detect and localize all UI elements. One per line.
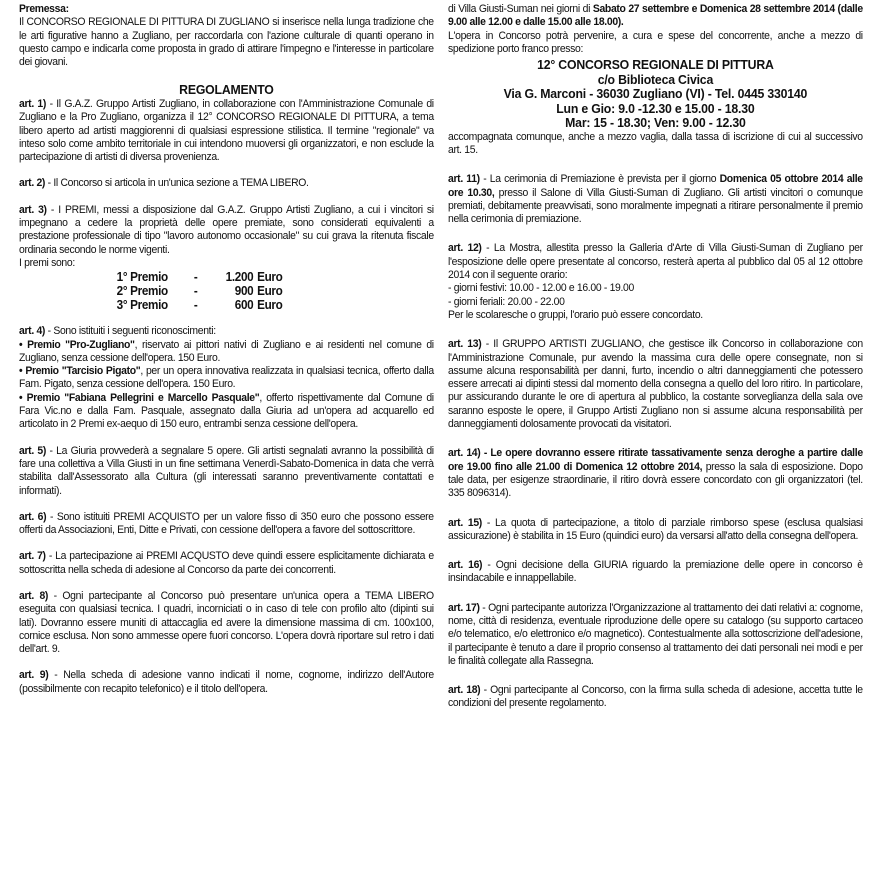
prize-row: 1° Premio - 1.200 Euro [116,270,283,285]
prizes-intro: I premi sono: [19,256,75,269]
article-10-continuation: di Villa Giusti-Suman nei giorni di Sabato 27 settembre e Domenica 28 settembre 2014 (dalle 9.00 alle 12.00 e dalle 15.00 alle 18.00). [448,3,863,29]
hours-weekdays: - giorni feriali: 20.00 - 22.00 [448,295,565,308]
article-15: art. 15) - La quota di partecipazione, a titolo di parziale rimborso spese (esclusa qualsiasi assicurazione) è stabilita in 15 Euro (quindici euro) da versarsi all'atto della consegna dell'opera. [448,516,863,542]
bullet-icon: • [19,391,27,404]
left-column [19,3,434,696]
bullet-icon: • [19,338,28,351]
regolamento-heading: REGOLAMENTO [179,82,274,98]
award-pellegrini-pasquale: • Premio "Fabiana Pellegrini e Marcello Pasquale", offerto rispettivamente dal Comune di Fara Vic.no e dalla Fam. Pasquale, assegnato dalla Giuria ad un'opera ad acquarello ed articolato in 2 Premi ex-aequo di 150 euro, entrambi senza cessione dell'opera. [19,391,434,431]
article-7: art. 7) - La partecipazione ai PREMI ACQUSTO deve quindi essere esplicitamente dichiarata e sottoscritta nella scheda di adesione al Concorso da parte dei concorrenti. [19,550,434,576]
right-column [448,3,863,711]
article-18: art. 18) - Ogni partecipante al Concorso, con la firma sulla scheda di adesione, accetta tutte le condizioni del presente regolamento. [448,684,863,710]
premessa-title: Premessa: [19,3,69,15]
award-tarcisio-pigato: • Premio "Tarcisio Pigato", per un opera innovativa realizzata in qualsiasi tecnica, offerto dalla Fam. Pigato, senza cessione dell'opera. 150 Euro. [19,365,434,391]
article-10-end: accompagnata comunque, anche a mezzo vaglia, dalla tassa di iscrizione di cui al successivo art. 15. [448,130,863,156]
premessa-text: Il CONCORSO REGIONALE DI PITTURA DI ZUGLIANO si inserisce nella lunga tradizione che le arti figurative hanno a Zugliano, per raccordarla con l'azione culturale di quanti operano in questo campo e indicarla come proposta in grado di attirare l'impegno e l'interesse in particolare dei giovani. [19,16,434,69]
award-pro-zugliano: • Premio "Pro-Zugliano", riservato ai pittori nativi di Zugliano e ai residenti nel comune di Zugliano, senza cessione dell'opera. 150 Euro. [19,338,434,364]
article-3: art. 3) - I PREMI, messi a disposizione dal G.A.Z. Gruppo Artisti Zugliano, a cui i vincitori si impegnano a cedere la proprietà delle opere premiate, sono considerati equivalenti a prestazione professionale di tipo "lavoro autonomo occasionale" su cui grava la ritenuta fiscale ordinaria secondo le norme vigenti. [19,203,434,256]
hours-holidays: - giorni festivi: 10.00 - 12.00 e 16.00 - 19.00 [448,282,634,295]
article-14: art. 14) - Le opere dovranno essere ritirate tassativamente senza deroghe a partire dalle ore 19.00 fino alle 21.00 di Domenica 12 ottobre 2014, presso la sala di esposizione. Dopo tale data, per esigenze straordinarie, il ritiro dovrà essere concordato con gli organizzatori (tel. 335 8096314). [448,447,863,500]
prize-row: 3° Premio - 600 Euro [116,298,283,313]
article-2: art. 2) - Il Concorso si articola in un'unica sezione a TEMA LIBERO. [19,177,309,190]
address-line: 12° CONCORSO REGIONALE DI PITTURA [537,57,774,73]
article-5: art. 5) - La Giuria provvederà a segnalare 5 opere. Gli artisti segnalati avranno la possibilità di fare una collettiva a Villa Giusti in un fine settimana Venerdì-Sabato-Domenica in data che verrà stabilita dall'Assessorato alla Cultura (gli interessati saranno preventivamente contattati e informati). [19,444,434,497]
article-11: art. 11) - La cerimonia di Premiazione è prevista per il giorno Domenica 05 ottobre 2014 alle ore 10.30, presso il Salone di Villa Giusti-Suman di Zugliano. Gli artisti vincitori o comunque premiati, debitamente preavvisati, sono moralmente impegnati a ritirare personalmente il premio nella cerimonia di premiazione. [448,173,863,226]
article-4: art. 4) - Sono istituiti i seguenti riconoscimenti: [19,325,216,338]
article-16: art. 16) - Ogni decisione della GIURIA riguardo la premiazione delle opere in concorso è insindacabile e innappellabile. [448,559,863,585]
address-line: c/o Biblioteca Civica [597,71,714,87]
prize-row: 2° Premio - 900 Euro [116,284,283,299]
article-12: art. 12) - La Mostra, allestita presso la Galleria d'Arte di Villa Giusti-Suman di Zugliano per l'esposizione delle opere presentate al concorso, resterà aperta al pubblico dal 05 al 12 ottobre 2014 con il seguente orario: [448,242,863,282]
address-line: Mar: 15 - 18.30; Ven: 9.00 - 12.30 [565,115,746,131]
address-line: Via G. Marconi - 36030 Zugliano (VI) - Tel. 0445 330140 [503,86,808,102]
article-10-shipping: L'opera in Concorso potrà pervenire, a cura e spese del concorrente, anche a mezzo di spedizione porto franco presso: [448,29,863,55]
article-6: art. 6) - Sono istituiti PREMI ACQUISTO per un valore fisso di 350 euro che possono essere offerti da Associazioni, Enti, Ditte e Privati, con cessione dell'opera a favore del sottoscrittore. [19,510,434,537]
address-line: Lun e Gio: 9.0 -12.30 e 15.00 - 18.30 [556,100,755,116]
article-13: art. 13) - Il GRUPPO ARTISTI ZUGLIANO, che gestisce ilk Concorso in collaborazione con l'Amministrazione Comunale, pur avendo la massima cura delle opere consegnate, non si assume alcuna responsabilità per danni, furto, incendio o altri danneggiamenti che potessero essere arrecati ai dipinti stessi dal momento della consegna a quello del loro ritiro. In particolare, pur assicurando durante le ore di apertura al pubblico, la costante sorveglianza della sala ove saranno esposte le opere, il Gruppo Artisti Zugliano non si assume alcuna responsabilità per danneggiamenti dolosamente provocati da visitatori. [448,338,863,431]
article-17: art. 17) - Ogni partecipante autorizza l'Organizzazione al trattamento dei dati relativi a: cognome, nome, città di residenza, eventuale riproduzione delle opere su catalogo (su supporto cartaceo e/o telematico, e/o elettronico e/o magnetico). Contestualmente alla sottoscrizione dell'adesione, il partecipante è tenuto a dare il proprio consenso al trattamento dei dati personali nei modi e per le finalità collegate alla Rassegna. [448,601,863,667]
address-block [448,58,863,131]
hours-groups: Per le scolaresche o gruppi, l'orario può essere concordato. [448,308,703,321]
bullet-icon: • [19,365,26,378]
article-9: art. 9) - Nella scheda di adesione vanno indicati il nome, cognome, indirizzo dell'Autore (possibilmente con recapito telefonico) e il titolo dell'opera. [19,669,434,695]
prize-table [117,270,434,312]
article-8: art. 8) - Ogni partecipante al Concorso può presentare un'unica opera a TEMA LIBERO eseguita con qualsiasi tecnica. I quadri, incorniciati o in caso di tele con profilo alto (dipinti sui lati). Dovranno essere muniti di attaccaglia ed avere la dimensione massima di cm. 100x100, cornice esclusa. Non sono ammesse opere fuori concorso. L'opera dovrà riportare sul retro i dati dell'art. 9. [19,590,434,656]
article-1: art. 1) - Il G.A.Z. Gruppo Artisti Zugliano, in collaborazione con l'Amministrazione Comunale di Zugliano e la Pro Zugliano, organizza il 12° CONCORSO REGIONALE DI PITTURA, a tema libero aperto ad artisti maggiorenni di qualsiasi espressione stilistica. Il termine "regionale" va inteso solo come ambito territoriale in cui intendono muoversi gli organizzatori, e non esclude la partecipazione di artisti di diversa provenienza. [19,97,434,164]
